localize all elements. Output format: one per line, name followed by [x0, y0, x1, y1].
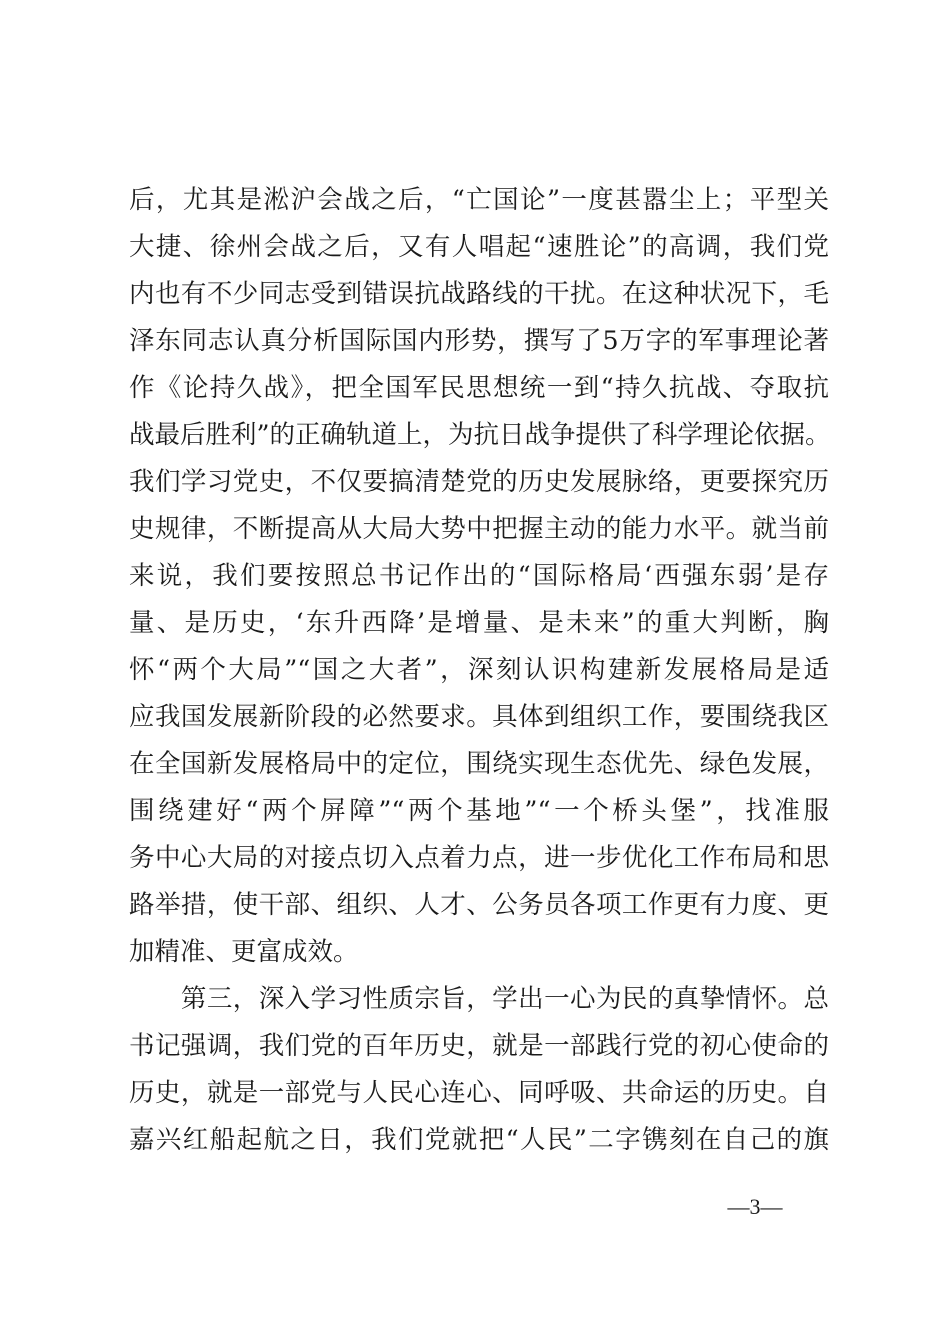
text-line: 来说，我们要按照总书记作出的“国际格局‘西强东弱’是存	[129, 561, 829, 591]
text-line: 战最后胜利”的正确轨道上，为抗日战争提供了科学理论依据。	[129, 420, 831, 450]
text-line: 第三，深入学习性质宗旨，学出一心为民的真挚情怀。总	[129, 984, 829, 1014]
page-number: —3—	[727, 1194, 783, 1219]
text-line: 大捷、徐州会战之后，又有人唱起“速胜论”的高调，我们党	[129, 232, 829, 262]
text-line: 历史，就是一部党与人民心连心、同呼吸、共命运的历史。自	[129, 1078, 829, 1108]
text-line: 在全国新发展格局中的定位，围绕实现生态优先、绿色发展，	[129, 749, 829, 779]
text-line: 内也有不少同志受到错误抗战路线的干扰。在这种状况下，毛	[129, 279, 829, 309]
text-line: 作《论持久战》，把全国军民思想统一到“持久抗战、夺取抗	[129, 373, 829, 403]
text-line: 史规律，不断提高从大局大势中把握主动的能力水平。就当前	[129, 514, 829, 544]
text-line: 务中心大局的对接点切入点着力点，进一步优化工作布局和思	[129, 843, 829, 873]
text-line: 我们学习党史，不仅要搞清楚党的历史发展脉络，更要探究历	[129, 467, 829, 497]
text-line: 怀“两个大局”“国之大者”，深刻认识构建新发展格局是适	[129, 655, 829, 685]
text-line: 书记强调，我们党的百年历史，就是一部践行党的初心使命的	[129, 1031, 829, 1061]
text-line: 嘉兴红船起航之日，我们党就把“人民”二字镌刻在自己的旗	[129, 1125, 829, 1155]
text-line: 路举措，使干部、组织、人才、公务员各项工作更有力度、更	[129, 890, 829, 920]
text-line: 后，尤其是淞沪会战之后，“亡国论”一度甚嚣尘上；平型关	[129, 185, 829, 215]
text-line: 围绕建好“两个屏障”“两个基地”“一个桥头堡”，找准服	[129, 796, 829, 826]
text-line: 应我国发展新阶段的必然要求。具体到组织工作，要围绕我区	[129, 702, 829, 732]
text-line: 泽东同志认真分析国际国内形势，撰写了5万字的军事理论著	[129, 326, 829, 356]
text-line: 加精准、更富成效。	[129, 937, 359, 967]
text-line: 量、是历史，‘东升西降’是增量、是未来”的重大判断，胸	[129, 608, 829, 638]
